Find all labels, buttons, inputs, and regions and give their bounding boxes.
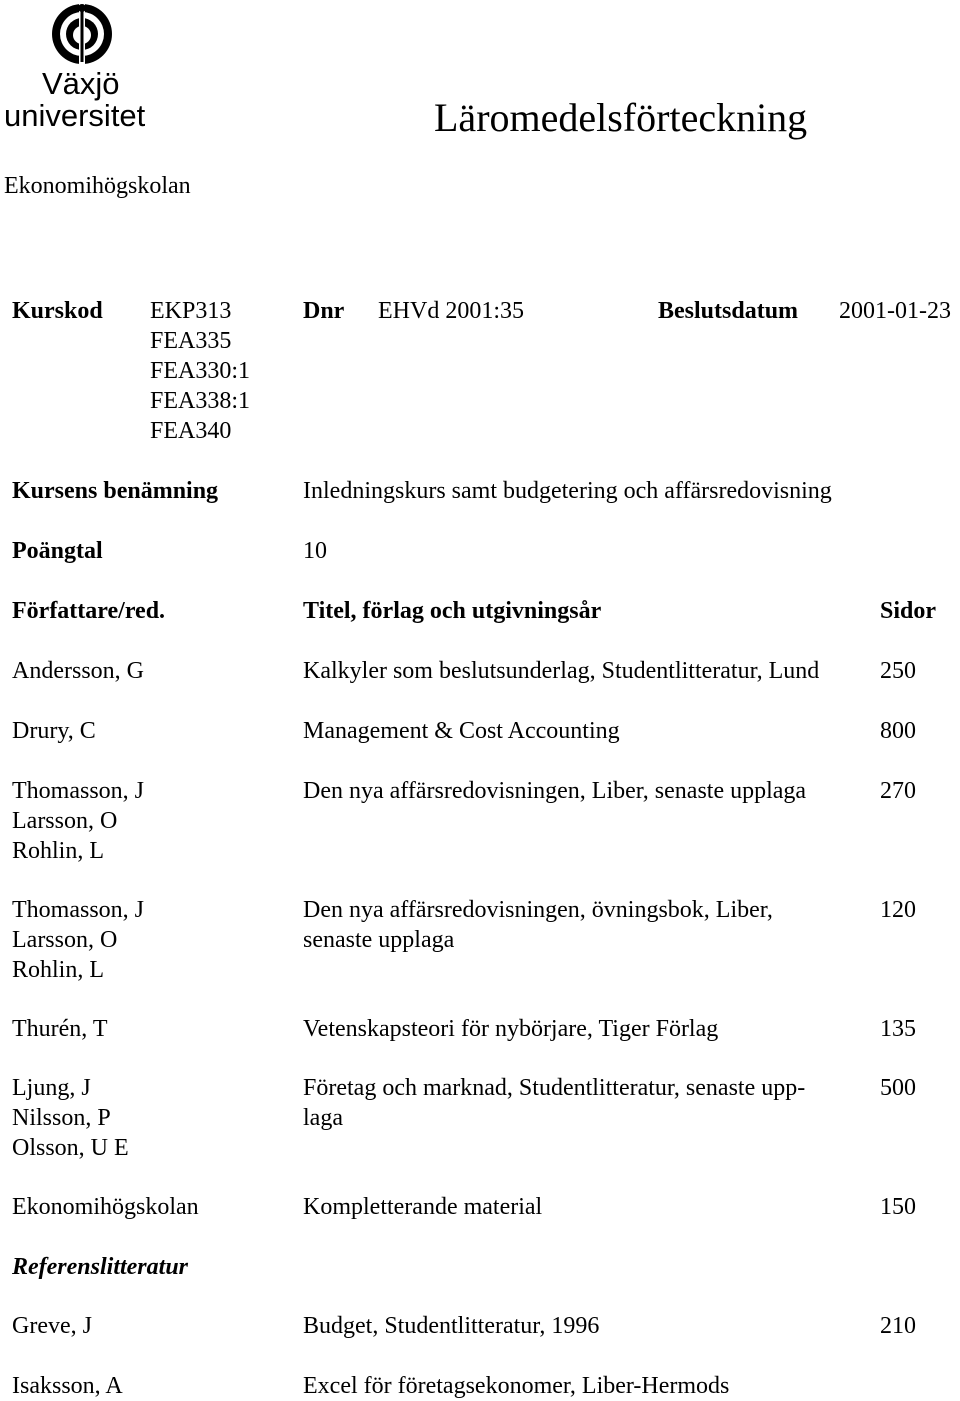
- document-title: Läromedelsförteckning: [434, 95, 808, 140]
- book-title: Vetenskapsteori för nybörjare, Tiger Förlag: [303, 1016, 719, 1042]
- book-title: Den nya affärsredovisningen, övningsbok, Liber, senaste upplaga: [303, 897, 773, 953]
- column-header-pages: Sidor: [880, 598, 937, 624]
- dnr-value: EHVd 2001:35: [378, 298, 524, 324]
- book-pages: 120: [880, 897, 916, 923]
- book-author: Drury, C: [12, 718, 96, 744]
- book-title: Företag och marknad, Studentlitteratur, senaste upp- laga: [303, 1075, 806, 1131]
- credits-value: 10: [303, 538, 327, 564]
- book-author: Ekonomihögskolan: [12, 1194, 199, 1220]
- book-title: Management & Cost Accounting: [303, 718, 620, 744]
- reference-title: Excel för företagsekonomer, Liber-Hermods: [303, 1373, 730, 1399]
- university-name-line1: Växjö: [42, 66, 120, 101]
- dnr-label: Dnr: [303, 298, 345, 324]
- reference-author: Greve, J: [12, 1313, 92, 1339]
- reference-pages: 210: [880, 1313, 916, 1339]
- faculty-name: Ekonomihögskolan: [4, 173, 191, 199]
- book-pages: 150: [880, 1194, 916, 1220]
- beslutsdatum-label: Beslutsdatum: [658, 298, 799, 324]
- column-header-title: Titel, förlag och utgivningsår: [303, 598, 602, 624]
- book-author: Thurén, T: [12, 1016, 108, 1042]
- reference-heading: Referenslitteratur: [12, 1254, 189, 1280]
- university-name-line2: universitet: [4, 98, 146, 133]
- book-author: Thomasson, J Larsson, O Rohlin, L: [12, 778, 144, 864]
- reference-title: Budget, Studentlitteratur, 1996: [303, 1313, 600, 1339]
- book-title: Den nya affärsredovisningen, Liber, senaste upplaga: [303, 778, 807, 804]
- book-pages: 500: [880, 1075, 916, 1101]
- course-name-label: Kursens benämning: [12, 478, 219, 504]
- book-author: Andersson, G: [12, 658, 144, 684]
- book-pages: 270: [880, 778, 916, 804]
- reference-author: Isaksson, A: [12, 1373, 123, 1399]
- kurskod-values: EKP313 FEA335 FEA330:1 FEA338:1 FEA340: [150, 298, 251, 444]
- book-pages: 800: [880, 718, 916, 744]
- book-author: Thomasson, J Larsson, O Rohlin, L: [12, 897, 144, 983]
- book-author: Ljung, J Nilsson, P Olsson, U E: [12, 1075, 129, 1161]
- column-header-author: Författare/red.: [12, 598, 166, 624]
- kurskod-label: Kurskod: [12, 298, 103, 324]
- book-title: Kalkyler som beslutsunderlag, Studentlitteratur, Lund: [303, 658, 820, 684]
- credits-label: Poängtal: [12, 538, 103, 564]
- course-name-value: Inledningskurs samt budgetering och affärsredovisning: [303, 478, 832, 504]
- beslutsdatum-value: 2001-01-23: [839, 298, 951, 324]
- book-title: Kompletterande material: [303, 1194, 543, 1220]
- book-pages: 250: [880, 658, 916, 684]
- university-logo-icon: [50, 2, 114, 66]
- book-pages: 135: [880, 1016, 916, 1042]
